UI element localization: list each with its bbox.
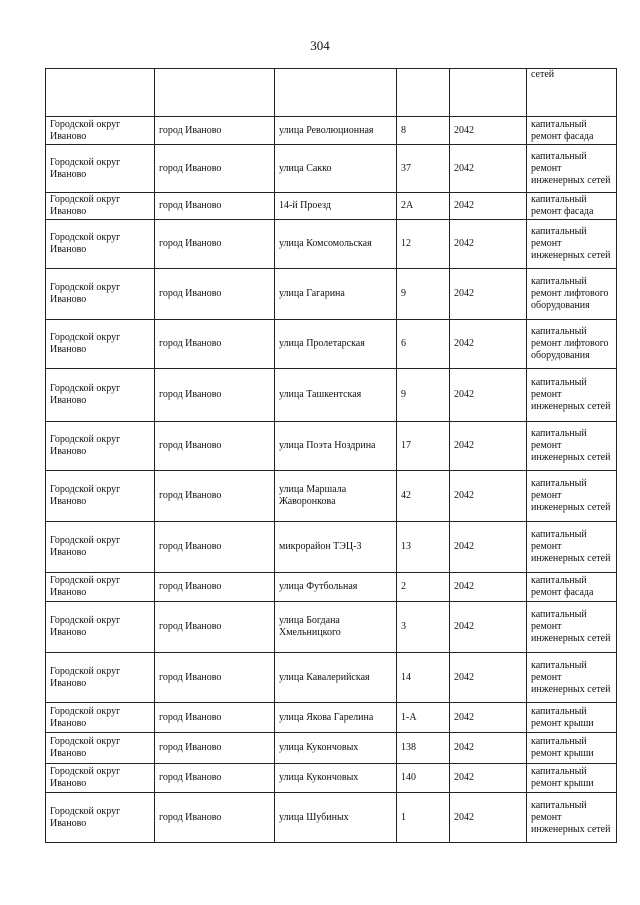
okrug-cell: Городской округ Иваново <box>46 764 155 793</box>
empty-cell <box>397 69 450 117</box>
street-cell: улица Кавалерийская <box>275 653 397 703</box>
year-cell: 2042 <box>450 269 527 320</box>
year-cell: 2042 <box>450 369 527 422</box>
table-row <box>46 522 617 573</box>
okrug-cell: Городской округ Иваново <box>46 422 155 471</box>
okrug-cell: Городской округ Иваново <box>46 522 155 573</box>
year-cell: 2042 <box>450 220 527 269</box>
table-row <box>46 733 617 764</box>
table-row <box>46 703 617 733</box>
work-type-cell: капитальный ремонт фасада <box>527 117 617 145</box>
settlement-cell: город Иваново <box>155 117 275 145</box>
work-type-cell: капитальный ремонт инженерных сетей <box>527 522 617 573</box>
street-cell: улица Маршала Жаворонкова <box>275 471 397 522</box>
street-cell: микрорайон ТЭЦ-3 <box>275 522 397 573</box>
street-cell: улица Футбольная <box>275 573 397 602</box>
year-cell: 2042 <box>450 320 527 369</box>
work-type-cell: капитальный ремонт инженерных сетей <box>527 793 617 843</box>
street-cell: 14-й Проезд <box>275 193 397 220</box>
empty-cell <box>450 69 527 117</box>
house-cell: 140 <box>397 764 450 793</box>
house-cell: 13 <box>397 522 450 573</box>
work-type-cell: сетей <box>527 69 617 117</box>
table-row <box>46 471 617 522</box>
house-cell: 2 <box>397 573 450 602</box>
street-cell: улица Сакко <box>275 145 397 193</box>
table-row <box>46 220 617 269</box>
work-type-cell: капитальный ремонт крыши <box>527 733 617 764</box>
okrug-cell: Городской округ Иваново <box>46 320 155 369</box>
table-row <box>46 145 617 193</box>
work-type-cell: капитальный ремонт инженерных сетей <box>527 145 617 193</box>
okrug-cell: Городской округ Иваново <box>46 573 155 602</box>
house-cell: 8 <box>397 117 450 145</box>
year-cell: 2042 <box>450 733 527 764</box>
street-cell: улица Комсомольская <box>275 220 397 269</box>
street-cell: улица Якова Гарелина <box>275 703 397 733</box>
okrug-cell: Городской округ Иваново <box>46 145 155 193</box>
year-cell: 2042 <box>450 522 527 573</box>
street-cell: улица Поэта Ноздрина <box>275 422 397 471</box>
house-cell: 37 <box>397 145 450 193</box>
table-row <box>46 193 617 220</box>
table-row <box>46 269 617 320</box>
year-cell: 2042 <box>450 117 527 145</box>
table-row <box>46 573 617 602</box>
settlement-cell: город Иваново <box>155 145 275 193</box>
work-type-cell: капитальный ремонт фасада <box>527 573 617 602</box>
okrug-cell: Городской округ Иваново <box>46 117 155 145</box>
work-type-cell: капитальный ремонт крыши <box>527 703 617 733</box>
okrug-cell: Городской округ Иваново <box>46 793 155 843</box>
year-cell: 2042 <box>450 193 527 220</box>
street-cell: улица Революционная <box>275 117 397 145</box>
house-cell: 2А <box>397 193 450 220</box>
work-type-cell: капитальный ремонт инженерных сетей <box>527 653 617 703</box>
work-type-cell: капитальный ремонт инженерных сетей <box>527 220 617 269</box>
street-cell: улица Кукончовых <box>275 733 397 764</box>
year-cell: 2042 <box>450 471 527 522</box>
year-cell: 2042 <box>450 653 527 703</box>
okrug-cell: Городской округ Иваново <box>46 733 155 764</box>
okrug-cell: Городской округ Иваново <box>46 471 155 522</box>
year-cell: 2042 <box>450 602 527 653</box>
okrug-cell: Городской округ Иваново <box>46 193 155 220</box>
table-row <box>46 793 617 843</box>
okrug-cell: Городской округ Иваново <box>46 703 155 733</box>
work-type-cell: капитальный ремонт крыши <box>527 764 617 793</box>
work-type-cell: капитальный ремонт лифтового оборудования <box>527 320 617 369</box>
street-cell: улица Пролетарская <box>275 320 397 369</box>
settlement-cell: город Иваново <box>155 653 275 703</box>
repair-schedule-table <box>45 68 617 843</box>
year-cell: 2042 <box>450 145 527 193</box>
house-cell: 138 <box>397 733 450 764</box>
table-row <box>46 369 617 422</box>
work-type-cell: капитальный ремонт инженерных сетей <box>527 602 617 653</box>
house-cell: 6 <box>397 320 450 369</box>
house-cell: 14 <box>397 653 450 703</box>
work-type-cell: капитальный ремонт инженерных сетей <box>527 471 617 522</box>
work-type-cell: капитальный ремонт лифтового оборудования <box>527 269 617 320</box>
year-cell: 2042 <box>450 764 527 793</box>
year-cell: 2042 <box>450 422 527 471</box>
table-row <box>46 422 617 471</box>
house-cell: 9 <box>397 369 450 422</box>
okrug-cell: Городской округ Иваново <box>46 220 155 269</box>
empty-cell <box>155 69 275 117</box>
settlement-cell: город Иваново <box>155 573 275 602</box>
okrug-cell: Городской округ Иваново <box>46 369 155 422</box>
page-number: 304 <box>310 38 330 53</box>
year-cell: 2042 <box>450 793 527 843</box>
table-body <box>46 69 617 843</box>
street-cell: улица Ташкентская <box>275 369 397 422</box>
street-cell: улица Гагарина <box>275 269 397 320</box>
settlement-cell: город Иваново <box>155 320 275 369</box>
settlement-cell: город Иваново <box>155 764 275 793</box>
settlement-cell: город Иваново <box>155 703 275 733</box>
year-cell: 2042 <box>450 703 527 733</box>
okrug-cell: Городской округ Иваново <box>46 653 155 703</box>
empty-cell <box>46 69 155 117</box>
table-row <box>46 653 617 703</box>
work-type-cell: капитальный ремонт инженерных сетей <box>527 422 617 471</box>
settlement-cell: город Иваново <box>155 269 275 320</box>
okrug-cell: Городской округ Иваново <box>46 269 155 320</box>
table-row <box>46 764 617 793</box>
settlement-cell: город Иваново <box>155 793 275 843</box>
street-cell: улица Богдана Хмельницкого <box>275 602 397 653</box>
settlement-cell: город Иваново <box>155 733 275 764</box>
work-type-cell: капитальный ремонт инженерных сетей <box>527 369 617 422</box>
okrug-cell: Городской округ Иваново <box>46 602 155 653</box>
settlement-cell: город Иваново <box>155 522 275 573</box>
street-cell: улица Шубиных <box>275 793 397 843</box>
empty-cell <box>275 69 397 117</box>
work-type-cell: капитальный ремонт фасада <box>527 193 617 220</box>
house-cell: 1 <box>397 793 450 843</box>
house-cell: 42 <box>397 471 450 522</box>
table-row <box>46 320 617 369</box>
settlement-cell: город Иваново <box>155 602 275 653</box>
settlement-cell: город Иваново <box>155 220 275 269</box>
street-cell: улица Кукончовых <box>275 764 397 793</box>
year-cell: 2042 <box>450 573 527 602</box>
carry-over-row <box>46 69 617 117</box>
table-row <box>46 117 617 145</box>
settlement-cell: город Иваново <box>155 422 275 471</box>
settlement-cell: город Иваново <box>155 193 275 220</box>
house-cell: 1-А <box>397 703 450 733</box>
house-cell: 17 <box>397 422 450 471</box>
table-row <box>46 602 617 653</box>
settlement-cell: город Иваново <box>155 369 275 422</box>
house-cell: 3 <box>397 602 450 653</box>
house-cell: 9 <box>397 269 450 320</box>
settlement-cell: город Иваново <box>155 471 275 522</box>
house-cell: 12 <box>397 220 450 269</box>
